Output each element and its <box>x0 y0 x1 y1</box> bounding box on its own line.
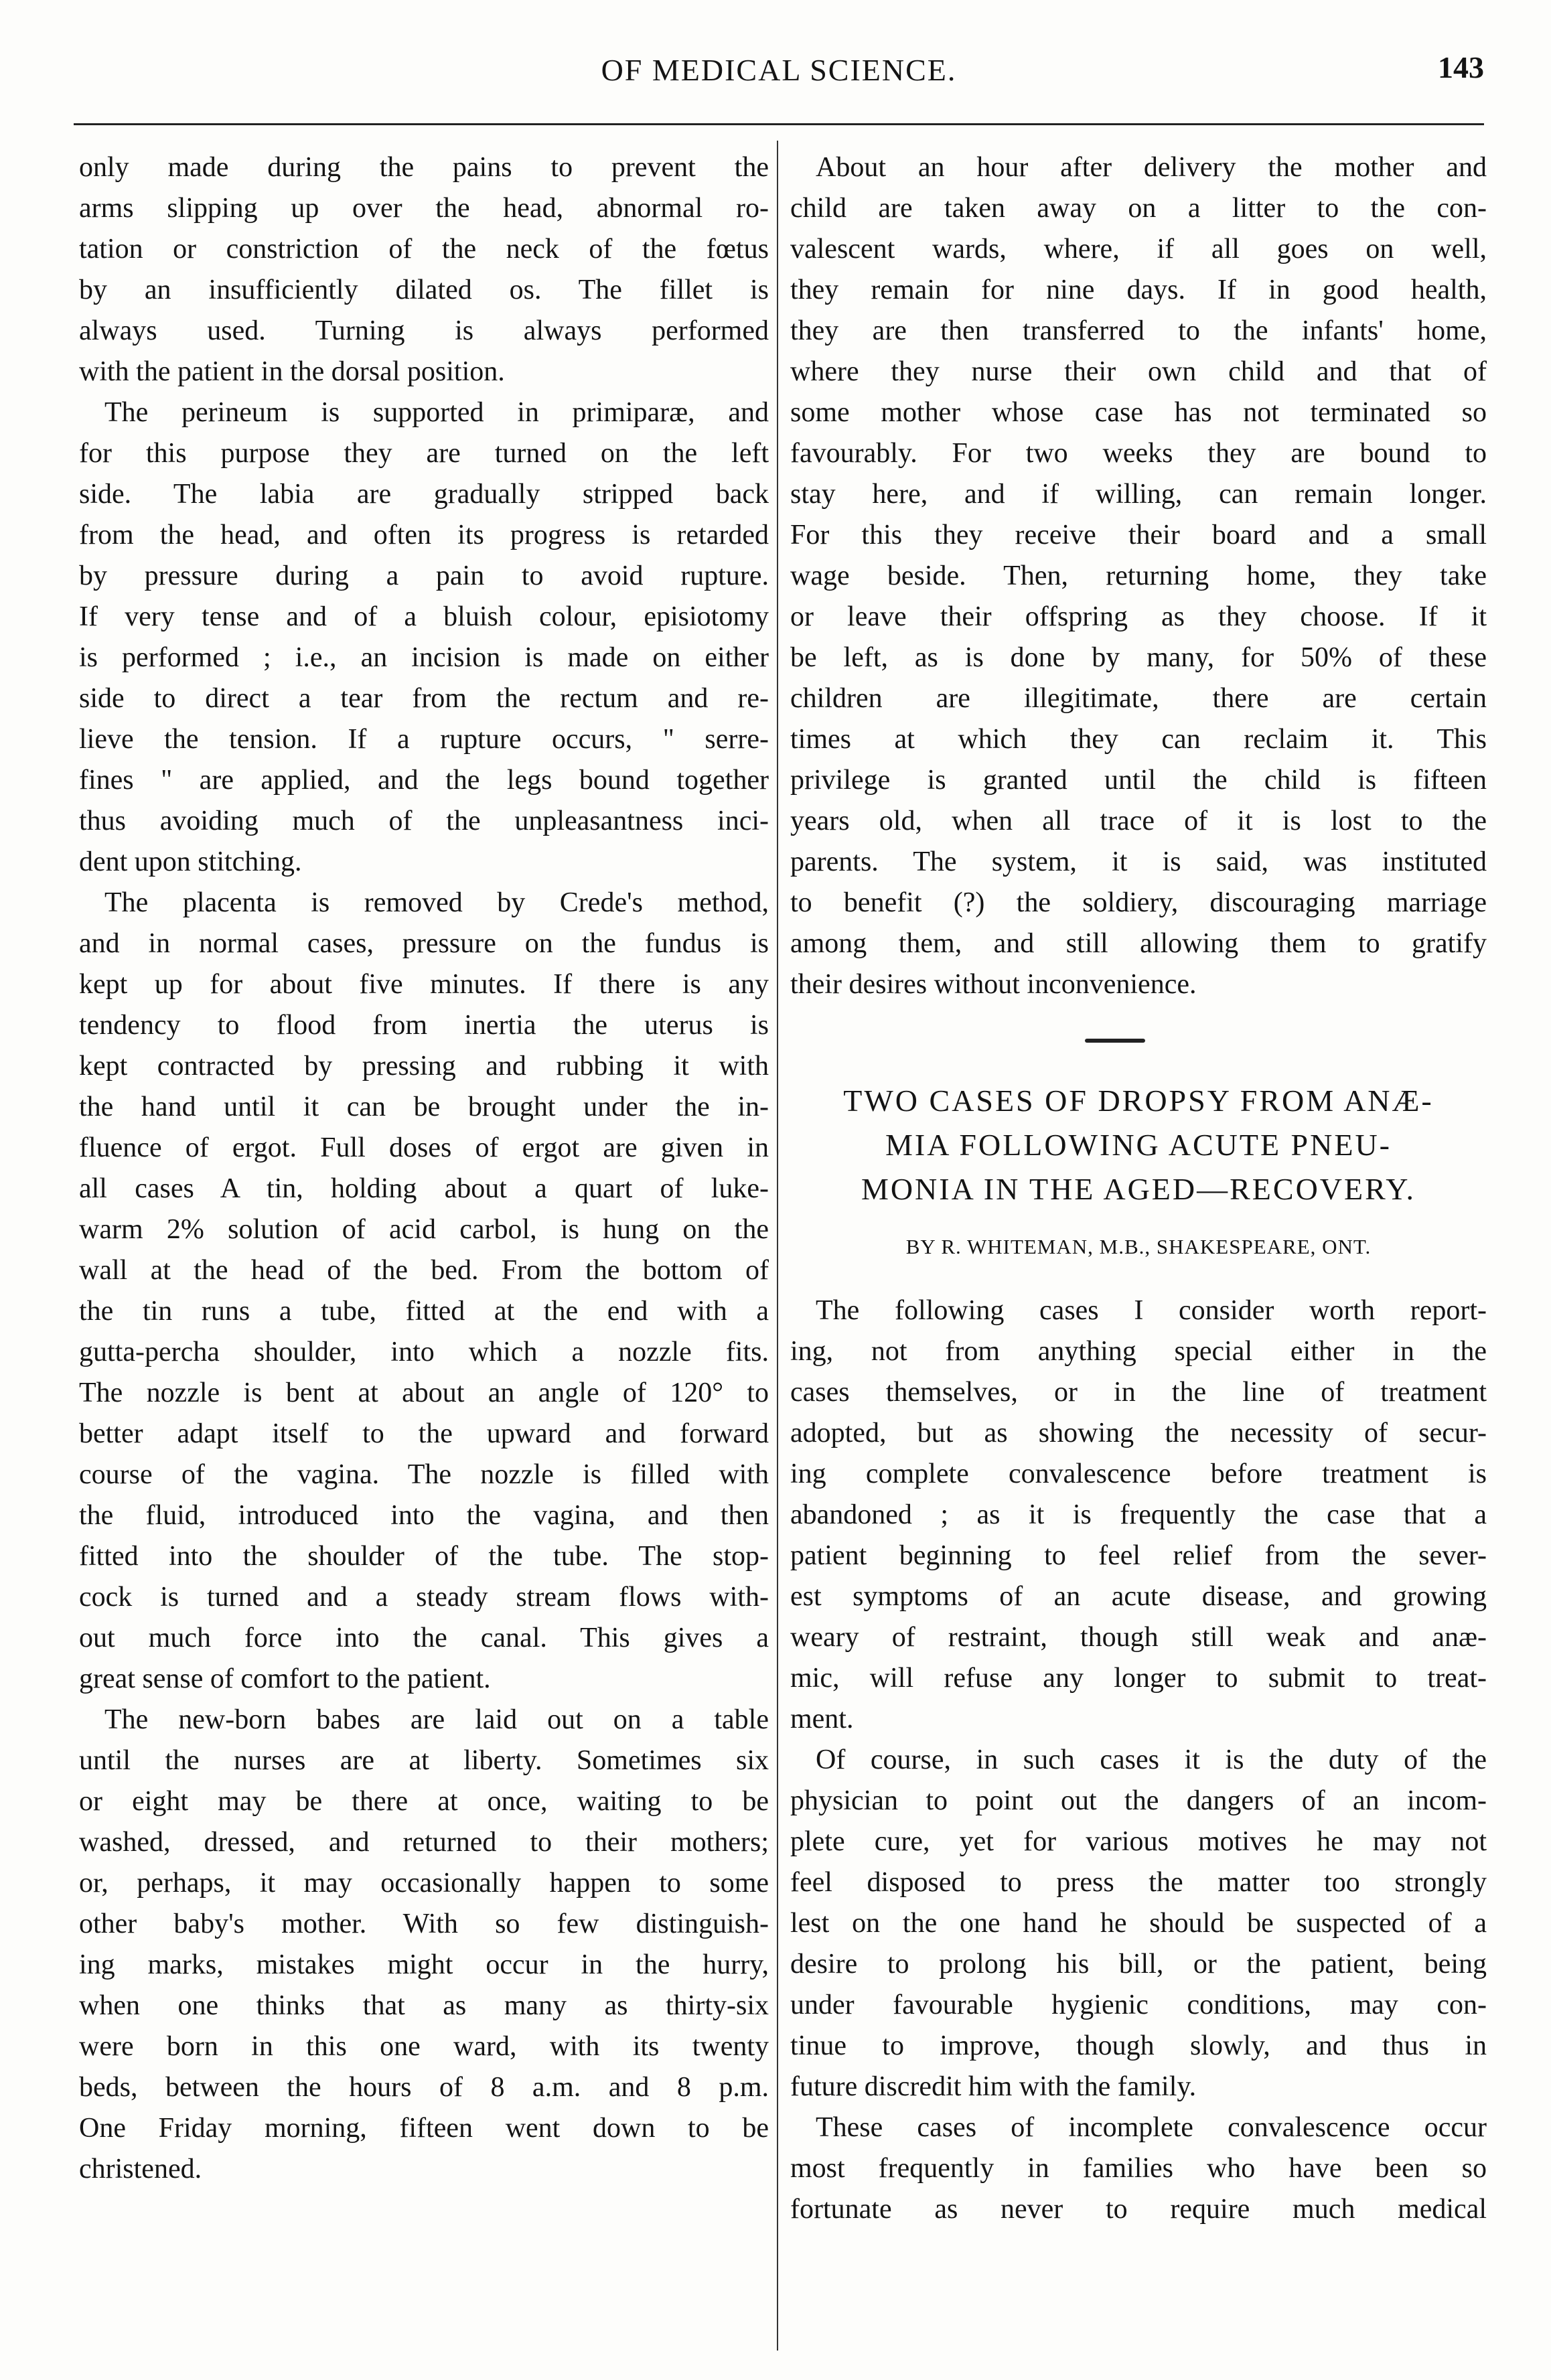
text-line: children are illegitimate, there are certain <box>790 683 1487 714</box>
running-title: OF MEDICAL SCIENCE. <box>601 53 957 87</box>
text-line: lieve the tension. If a rupture occurs, " serre- <box>79 724 769 755</box>
text-line: cases themselves, or in the line of treatment <box>790 1377 1487 1408</box>
text-line: kept up for about five minutes. If there is any <box>79 969 769 1000</box>
text-line: For this they receive their board and a small <box>790 520 1487 550</box>
text-line: warm 2% solution of acid carbol, is hung on the <box>79 1214 769 1245</box>
text-line: by pressure during a pain to avoid rupture. <box>79 561 769 591</box>
separator-dash <box>1085 1039 1145 1043</box>
text-line: other baby's mother. With so few distinguish- <box>79 1909 769 1939</box>
text-line: to benefit (?) the soldiery, discouraging marriage <box>790 887 1487 918</box>
text-line: gutta-percha shoulder, into which a nozzle fits. <box>79 1337 769 1367</box>
text-line: under favourable hygienic conditions, may con- <box>790 1990 1487 2020</box>
text-line: fines " are applied, and the legs bound together <box>79 765 769 796</box>
text-line: fluence of ergot. Full doses of ergot are given in <box>79 1132 769 1163</box>
text-line: beds, between the hours of 8 a.m. and 8 p.m. <box>79 2072 769 2103</box>
text-line: The perineum is supported in primiparæ, and <box>104 397 769 428</box>
text-line: or eight may be there at once, waiting to be <box>79 1786 769 1817</box>
text-line: out much force into the canal. This gives a <box>79 1623 769 1653</box>
text-line: times at which they can reclaim it. This <box>790 724 1487 755</box>
text-line: patient beginning to feel relief from the sever- <box>790 1540 1487 1571</box>
text-line: fitted into the shoulder of the tube. The stop- <box>79 1541 769 1572</box>
text-line: great sense of comfort to the patient. <box>79 1663 491 1694</box>
text-line: for this purpose they are turned on the left <box>79 438 769 469</box>
text-line: abandoned ; as it is frequently the case that a <box>790 1499 1487 1530</box>
text-line: when one thinks that as many as thirty-six <box>79 1990 769 2021</box>
text-line: course of the vagina. The nozzle is filled with <box>79 1459 769 1490</box>
text-line: where they nurse their own child and that of <box>790 356 1487 387</box>
text-line: est symptoms of an acute disease, and growing <box>790 1581 1487 1612</box>
text-line: child are taken away on a litter to the con- <box>790 193 1487 224</box>
text-line: lest on the one hand he should be suspected of a <box>790 1908 1487 1939</box>
text-line: the tin runs a tube, fitted at the end with a <box>79 1296 769 1327</box>
left-column <box>79 147 769 2190</box>
text-line: The following cases I consider worth report- <box>816 1295 1487 1326</box>
text-line: better adapt itself to the upward and forward <box>79 1418 769 1449</box>
text-line: ing marks, mistakes might occur in the hurry, <box>79 1949 769 1980</box>
article-title-line: MONIA IN THE AGED—RECOVERY. <box>861 1172 1416 1206</box>
text-line: tation or constriction of the neck of the fœtus <box>79 234 769 265</box>
text-line: The new-born babes are laid out on a table <box>104 1704 769 1735</box>
text-line: stay here, and if willing, can remain longer. <box>790 479 1487 510</box>
text-line: The nozzle is bent at about an angle of 120° to <box>79 1378 769 1408</box>
text-line: side to direct a tear from the rectum and re- <box>79 683 769 714</box>
right-column <box>790 147 1487 2230</box>
column-divider <box>777 141 778 2351</box>
text-line: tendency to flood from inertia the uterus is <box>79 1010 769 1041</box>
text-line: wall at the head of the bed. From the bottom of <box>79 1255 769 1286</box>
text-line: These cases of incomplete convalescence occur <box>816 2112 1487 2143</box>
text-line: the hand until it can be brought under the in- <box>79 1092 769 1122</box>
text-line: arms slipping up over the head, abnormal ro- <box>79 193 769 224</box>
text-line: christened. <box>79 2154 202 2184</box>
text-line: ing complete convalescence before treatment is <box>790 1459 1487 1489</box>
byline: BY R. WHITEMAN, M.B., SHAKESPEARE, ONT. <box>905 1235 1372 1258</box>
text-line: ment. <box>790 1704 854 1734</box>
text-line: favourably. For two weeks they are bound to <box>790 438 1487 469</box>
text-line: all cases A tin, holding about a quart of luke- <box>79 1173 769 1204</box>
text-line: If very tense and of a bluish colour, episiotomy <box>79 601 769 632</box>
text-line: The placenta is removed by Crede's method, <box>104 887 769 918</box>
text-line: Of course, in such cases it is the duty of the <box>816 1744 1487 1775</box>
text-line: years old, when all trace of it is lost to the <box>790 806 1487 836</box>
text-line: and in normal cases, pressure on the fundus is <box>79 928 769 959</box>
text-line: thus avoiding much of the unpleasantness inci- <box>79 806 769 836</box>
text-line: they remain for nine days. If in good health, <box>790 275 1487 305</box>
text-line: by an insufficiently dilated os. The fillet is <box>79 275 769 305</box>
text-line: most frequently in families who have been so <box>790 2153 1487 2184</box>
text-line: from the head, and often its progress is retarded <box>79 520 769 550</box>
text-line: side. The labia are gradually stripped back <box>79 479 769 510</box>
text-line: always used. Turning is always performed <box>79 315 769 346</box>
text-line: or leave their offspring as they choose. If it <box>790 601 1487 632</box>
text-line: parents. The system, it is said, was instituted <box>790 846 1487 877</box>
text-line: About an hour after delivery the mother and <box>816 152 1487 183</box>
text-line: adopted, but as showing the necessity of secur- <box>790 1418 1487 1448</box>
text-line: be left, as is done by many, for 50% of these <box>790 642 1487 673</box>
text-line: wage beside. Then, returning home, they take <box>790 561 1487 591</box>
text-line: valescent wards, where, if all goes on well, <box>790 234 1487 265</box>
text-line: ing, not from anything special either in the <box>790 1336 1487 1367</box>
text-line: dent upon stitching. <box>79 846 302 877</box>
text-line: kept contracted by pressing and rubbing it with <box>79 1051 769 1082</box>
text-line: privilege is granted until the child is fifteen <box>790 765 1487 796</box>
text-line: cock is turned and a steady stream flows with- <box>79 1582 769 1613</box>
article-title-line: MIA FOLLOWING ACUTE PNEU- <box>885 1128 1392 1162</box>
text-line: feel disposed to press the matter too strongly <box>790 1867 1487 1898</box>
text-line: One Friday morning, fifteen went down to be <box>79 2113 769 2144</box>
text-line: weary of restraint, though still weak and anæ- <box>790 1622 1487 1653</box>
text-line: tinue to improve, though slowly, and thus in <box>790 2030 1487 2061</box>
running-head <box>74 52 1484 99</box>
text-line: the fluid, introduced into the vagina, and then <box>79 1500 769 1531</box>
text-line: mic, will refuse any longer to submit to treat- <box>790 1663 1487 1694</box>
section-separator <box>790 1005 1487 1079</box>
text-line: their desires without inconvenience. <box>790 969 1197 1000</box>
text-line: physician to point out the dangers of an incom- <box>790 1785 1487 1816</box>
text-line: with the patient in the dorsal position. <box>79 356 505 387</box>
text-line: fortunate as never to require much medical <box>790 2194 1487 2225</box>
text-line: they are then transferred to the infants' home, <box>790 315 1487 346</box>
text-line: only made during the pains to prevent the <box>79 152 769 183</box>
text-line: or, perhaps, it may occasionally happen to some <box>79 1868 769 1899</box>
text-line: until the nurses are at liberty. Sometimes six <box>79 1745 769 1776</box>
text-line: among them, and still allowing them to gratify <box>790 928 1487 959</box>
text-line: were born in this one ward, with its twenty <box>79 2031 769 2062</box>
text-line: some mother whose case has not terminated so <box>790 397 1487 428</box>
page-number: 143 <box>1438 50 1484 84</box>
text-line: washed, dressed, and returned to their mothers; <box>79 1827 769 1858</box>
header-rule <box>74 123 1484 125</box>
article-title-line: TWO CASES OF DROPSY FROM ANÆ- <box>843 1084 1434 1118</box>
text-line: plete cure, yet for various motives he may not <box>790 1826 1487 1857</box>
text-line: future discredit him with the family. <box>790 2071 1197 2102</box>
text-line: is performed ; i.e., an incision is made on either <box>79 642 769 673</box>
text-line: desire to prolong his bill, or the patient, being <box>790 1949 1487 1980</box>
